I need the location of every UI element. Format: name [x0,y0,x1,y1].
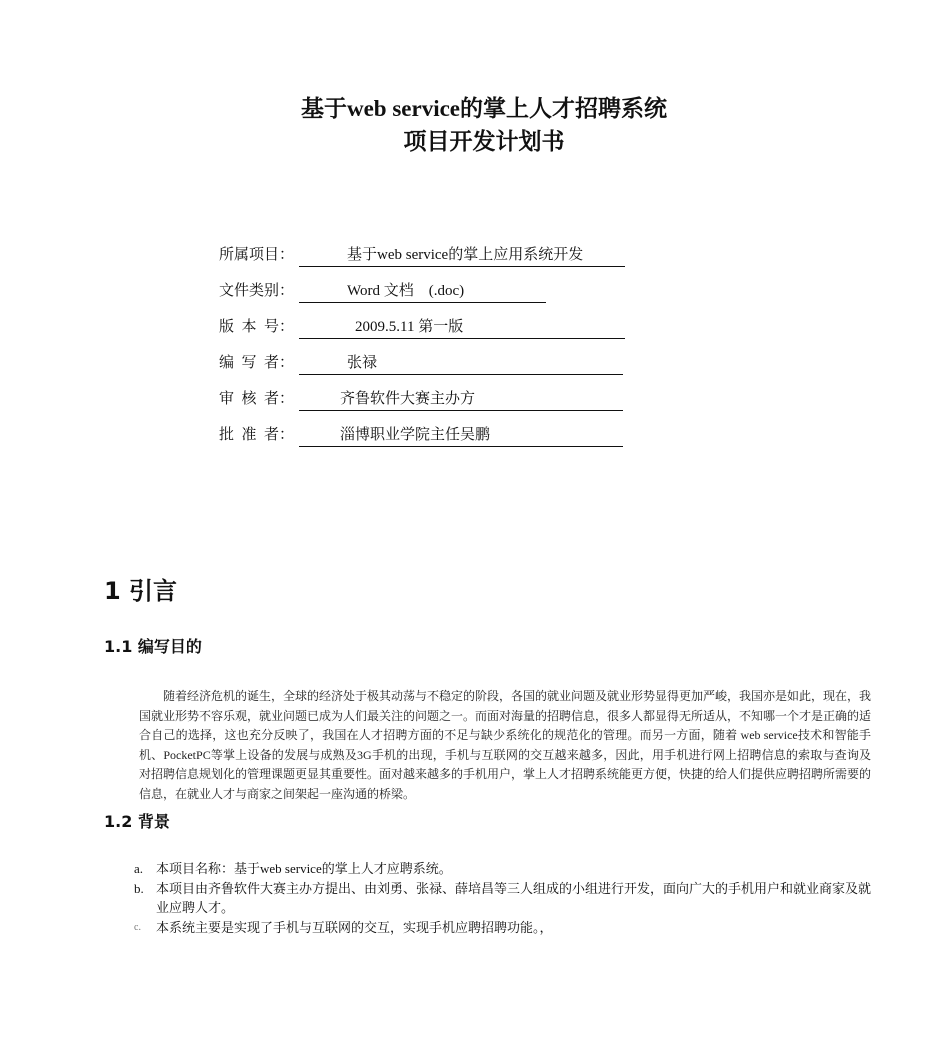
meta-label: 编 写 者： [219,355,295,371]
meta-value-underline [299,244,625,267]
list-item [134,879,874,917]
purpose-paragraph: 随着经济危机的诞生，全球的经济处于极其动荡与不稳定的阶段，各国的就业问题及就业形势显得更加严峻，我国亦是如此，现在，我国就业形势不容乐观，就业问题已成为人们最关注的问题之一。而面对海量的招聘信息，很多人都显得无所适从，不知哪一个才是正确的适合自己的选择，这也充分反映了，我国在人才招聘方面的不足与缺少系统化的规范化的管理。而另一方面，随着 web service技术和智能手机、PocketPC等掌上设备的发展与成熟及3G手机的出现，手机与互联网的交互越来越多，因此，用手机进行网上招聘信息的索取与查询及对招聘信息规划化的管理课题更显其重要性。面对越来越多的手机用户，掌上人才招聘系统能更方便，快捷的给人们提供应聘招聘所需要的信息，在就业人才与商家之间架起一座沟通的桥梁。 [139,689,872,801]
meta-row-reviewer [219,388,639,424]
document-title [0,92,950,158]
meta-value-underline [299,316,625,339]
list-item-text: 本系统主要是实现了手机与互联网的交互，实现手机应聘招聘功能。， [156,920,553,935]
section-heading-introduction: 1 引言 [104,577,178,605]
subsection-heading-background: 1.2 背景 [104,812,170,831]
meta-value-underline [299,388,623,411]
meta-label: 文件类别： [219,283,295,299]
meta-label: 批 准 者： [219,427,295,443]
title-line-2: 项目开发计划书 [403,129,565,154]
title-line-1: 基于web service的掌上人才招聘系统 [300,96,668,121]
meta-value: 淄博职业学院主任吴鹏 [340,427,491,443]
list-item [134,918,874,937]
meta-label: 版 本 号： [219,319,295,335]
list-marker: a. [134,861,144,876]
meta-row-author [219,352,639,388]
meta-value-underline [299,280,546,303]
meta-value: 齐鲁软件大赛主办方 [340,391,476,407]
meta-row-project [219,244,639,280]
list-item-text: 本项目名称：基于web service的掌上人才应聘系统。 [156,861,452,876]
background-list [134,859,874,938]
meta-row-version [219,316,639,352]
meta-value-underline [299,424,623,447]
meta-row-file-type [219,280,639,316]
meta-value-underline [299,352,623,375]
meta-label: 所属项目： [219,247,295,263]
list-item [134,859,874,878]
meta-label: 审 核 者： [219,391,295,407]
meta-value: 基于web service的掌上应用系统开发 [347,247,584,263]
document-metadata [219,244,639,460]
meta-value: Word 文档 (.doc) [347,283,465,299]
list-marker: c. [134,922,141,933]
meta-row-approver [219,424,639,460]
meta-value: 2009.5.11 第一版 [355,319,464,335]
meta-value: 张禄 [347,355,378,371]
subsection-heading-purpose: 1.1 编写目的 [104,637,202,656]
list-item-text: 本项目由齐鲁软件大赛主办方提出、由刘勇、张禄、薛培昌等三人组成的小组进行开发，面向广大的手机用户和就业商家及就业应聘人才。 [156,881,872,915]
list-marker: b. [134,881,144,896]
